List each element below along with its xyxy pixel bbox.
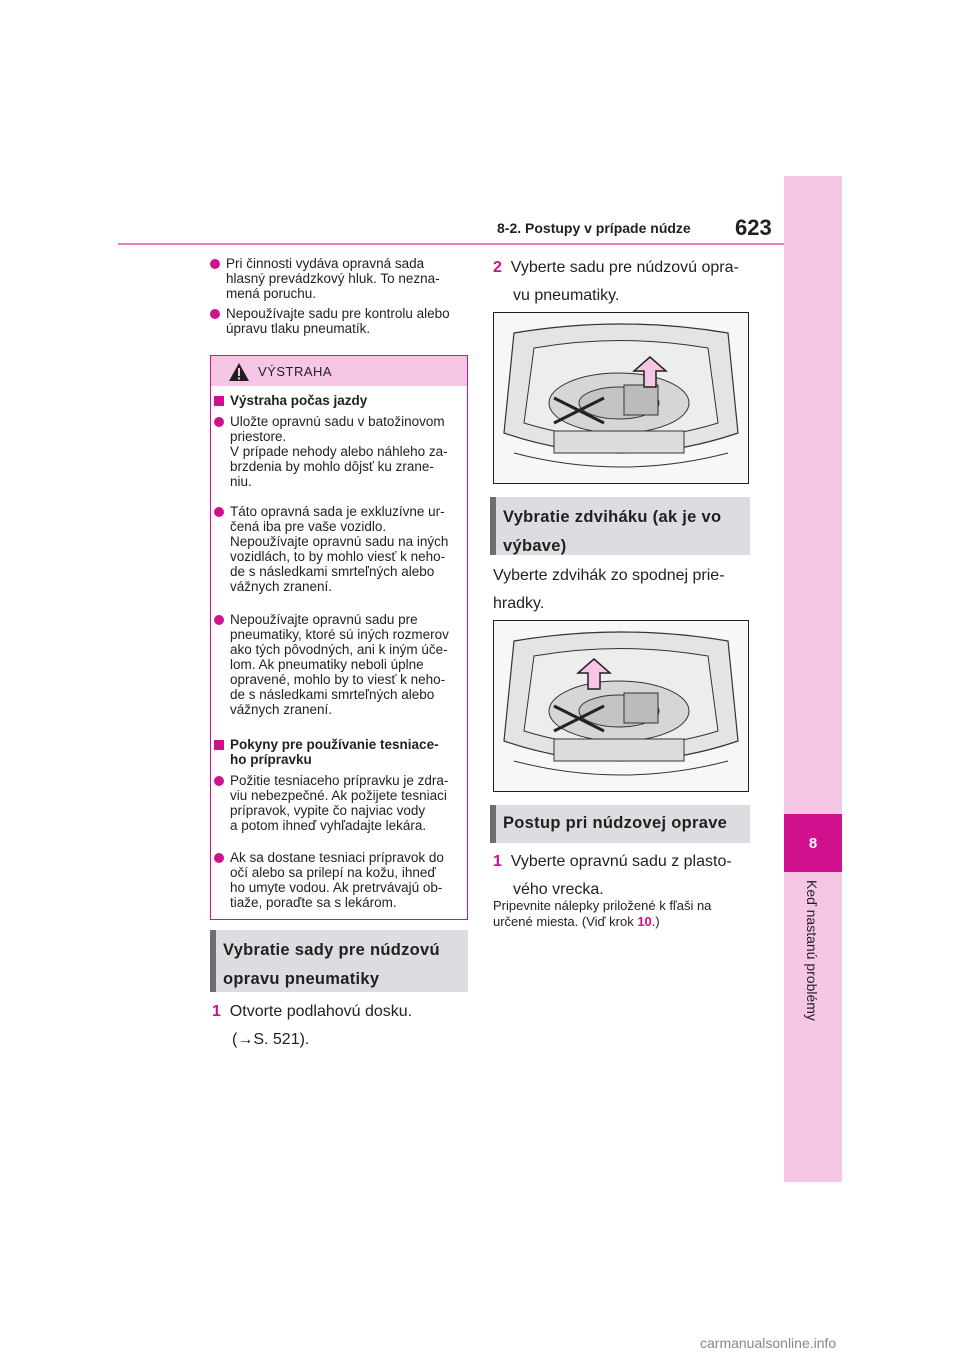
warning-bullet-2-text	[230, 504, 448, 594]
warning-bullet-4-text	[230, 773, 448, 833]
warning-bullet-1	[214, 414, 464, 489]
text-line: Táto opravná sada je exkluzívne ur-	[230, 504, 445, 519]
chapter-title-vertical	[784, 880, 842, 1050]
text-line: úpravu tlaku pneumatík.	[226, 321, 371, 336]
text-line: mená poruchu.	[226, 286, 317, 301]
text-line: vážnych zranení.	[230, 702, 333, 717]
trunk-illustration-jack	[493, 620, 749, 792]
warning-bullet-3	[214, 612, 464, 717]
text-line: priestore.	[230, 429, 287, 444]
text-line: Postup pri núdzovej oprave	[503, 814, 728, 832]
intro-bullet-2-text	[226, 306, 450, 336]
step-remove-kit-from-bag	[493, 850, 753, 902]
intro-bullet-2	[210, 306, 468, 336]
warning-heading-driving	[214, 393, 464, 408]
warning-heading-sealant	[214, 737, 464, 767]
chapter-number-tab	[784, 814, 842, 872]
text-line: .)	[651, 914, 660, 929]
step-number: 1	[212, 1003, 221, 1020]
chapter-title: Keď nastanú problémy	[804, 880, 820, 1021]
text-line: tiaže, poraďte sa s lekárom.	[230, 895, 397, 910]
text-line: určené miesta. (Viď krok	[493, 914, 638, 929]
text-line: Pripevnite nálepky priložené k fľaši na	[493, 898, 712, 913]
step-text: Vyberte opravnú sadu z plasto-	[510, 853, 732, 870]
bullet-square	[214, 396, 224, 406]
heading-band-remove-kit	[210, 930, 468, 992]
step-text-continued: vu pneumatiky.	[513, 287, 620, 304]
text-line: výbave)	[503, 537, 567, 555]
text-line: vozidlách, to by mohlo viesť k neho-	[230, 549, 446, 564]
text-line: Vyberte zdvihák zo spodnej prie-	[493, 567, 725, 584]
text-line: čená iba pre vaše vozidlo.	[230, 519, 387, 534]
text-line: Ak sa dostane tesniaci prípravok do	[230, 850, 444, 865]
step-text: Otvorte podlahovú dosku.	[229, 1003, 413, 1020]
text-line: hlasný prevádzkový hluk. To nezna-	[226, 271, 440, 286]
text-line: viu nebezpečné. Ak požijete tesniaci	[230, 788, 447, 803]
warning-triangle-icon	[228, 362, 250, 382]
warning-bullet-3-text	[230, 612, 449, 717]
header-rule	[118, 243, 784, 245]
bullet-dot	[214, 776, 224, 786]
text-line: Nepoužívajte opravnú sadu pre	[230, 612, 418, 627]
trunk-illustration	[494, 313, 748, 483]
text-line: Pri činnosti vydáva opravná sada	[226, 256, 425, 271]
text-line: de s následkami smrteľných alebo	[230, 564, 435, 579]
trunk-illustration	[494, 621, 748, 791]
warning-bullet-1-text	[230, 414, 448, 489]
text-line: de s následkami smrteľných alebo	[230, 687, 435, 702]
text-line: a potom ihneď vyhľadajte lekára.	[230, 818, 427, 833]
heading-band-remove-jack	[490, 497, 750, 555]
heading-text: Výstraha počas jazdy	[230, 393, 368, 408]
jack-instruction	[493, 564, 753, 616]
bullet-dot	[214, 615, 224, 625]
bullet-dot	[214, 853, 224, 863]
warning-bullet-5	[214, 850, 464, 910]
bullet-dot	[210, 309, 220, 319]
text-line: V prípade nehody alebo náhleho za-	[230, 444, 448, 459]
text-line: Pokyny pre používanie tesniace-	[230, 737, 439, 752]
text-line: ho prípravku	[230, 752, 312, 767]
text-line: Požitie tesniaceho prípravku je zdra-	[230, 773, 449, 788]
text-line: brzdenia by mohlo dôjsť ku zrane-	[230, 459, 434, 474]
watermark: carmanualsonline.info	[700, 1335, 837, 1351]
page-reference: (→S. 521).	[232, 1031, 310, 1048]
step-text-continued: vého vrecka.	[513, 881, 604, 898]
text-line: opravené, mohlo by to viesť k neho-	[230, 672, 446, 687]
text-line: ho umyte vodou. Ak pretrvávajú ob-	[230, 880, 443, 895]
step-remove-repair-kit	[493, 256, 753, 308]
text-line: hradky.	[493, 595, 545, 612]
text-line: Nepoužívajte opravnú sadu na iných	[230, 534, 449, 549]
bullet-dot	[214, 507, 224, 517]
heading-text	[230, 737, 439, 767]
text-line: vážnych zranení.	[230, 579, 333, 594]
step-number: 1	[493, 853, 502, 870]
text-line: očí alebo sa prilepí na kožu, ihneď	[230, 865, 436, 880]
text-line: opravu pneumatiky	[223, 970, 380, 988]
section-title: 8-2. Postupy v prípade núdze	[497, 220, 691, 236]
text-line: Uložte opravnú sadu v batožinovom	[230, 414, 445, 429]
text-line: pneumatiky, ktoré sú iných rozmerov	[230, 627, 449, 642]
trunk-illustration-repair-kit	[493, 312, 749, 484]
text-line: prípravok, vypite čo najviac vody	[230, 803, 426, 818]
step-open-floor-board	[212, 1000, 468, 1052]
text-line: niu.	[230, 474, 252, 489]
sticker-note	[493, 898, 753, 930]
page-number: 623	[735, 215, 772, 240]
text-line: lom. Ak pneumatiky neboli úplne	[230, 657, 424, 672]
intro-bullet-1	[210, 256, 468, 301]
bullet-dot	[210, 259, 220, 269]
intro-bullet-1-text	[226, 256, 440, 301]
warning-bullet-2	[214, 504, 464, 594]
bullet-square	[214, 740, 224, 750]
text-line: ako tých pôvodných, ani k iným úče-	[230, 642, 448, 657]
bullet-dot	[214, 417, 224, 427]
chapter-number: 8	[808, 834, 818, 852]
text-line: Nepoužívajte sadu pre kontrolu alebo	[226, 306, 450, 321]
heading-band-emergency-repair	[490, 805, 750, 843]
warning-title: VÝSTRAHA	[258, 364, 333, 379]
text-line: Vybratie zdviháku (ak je vo	[503, 508, 722, 526]
step-text: Vyberte sadu pre núdzovú opra-	[510, 259, 739, 276]
warning-bullet-5-text	[230, 850, 444, 910]
text-line: Vybratie sady pre núdzovú	[223, 941, 440, 959]
step-reference: 10	[637, 914, 652, 929]
step-number: 2	[493, 259, 502, 276]
warning-bullet-4	[214, 773, 464, 833]
